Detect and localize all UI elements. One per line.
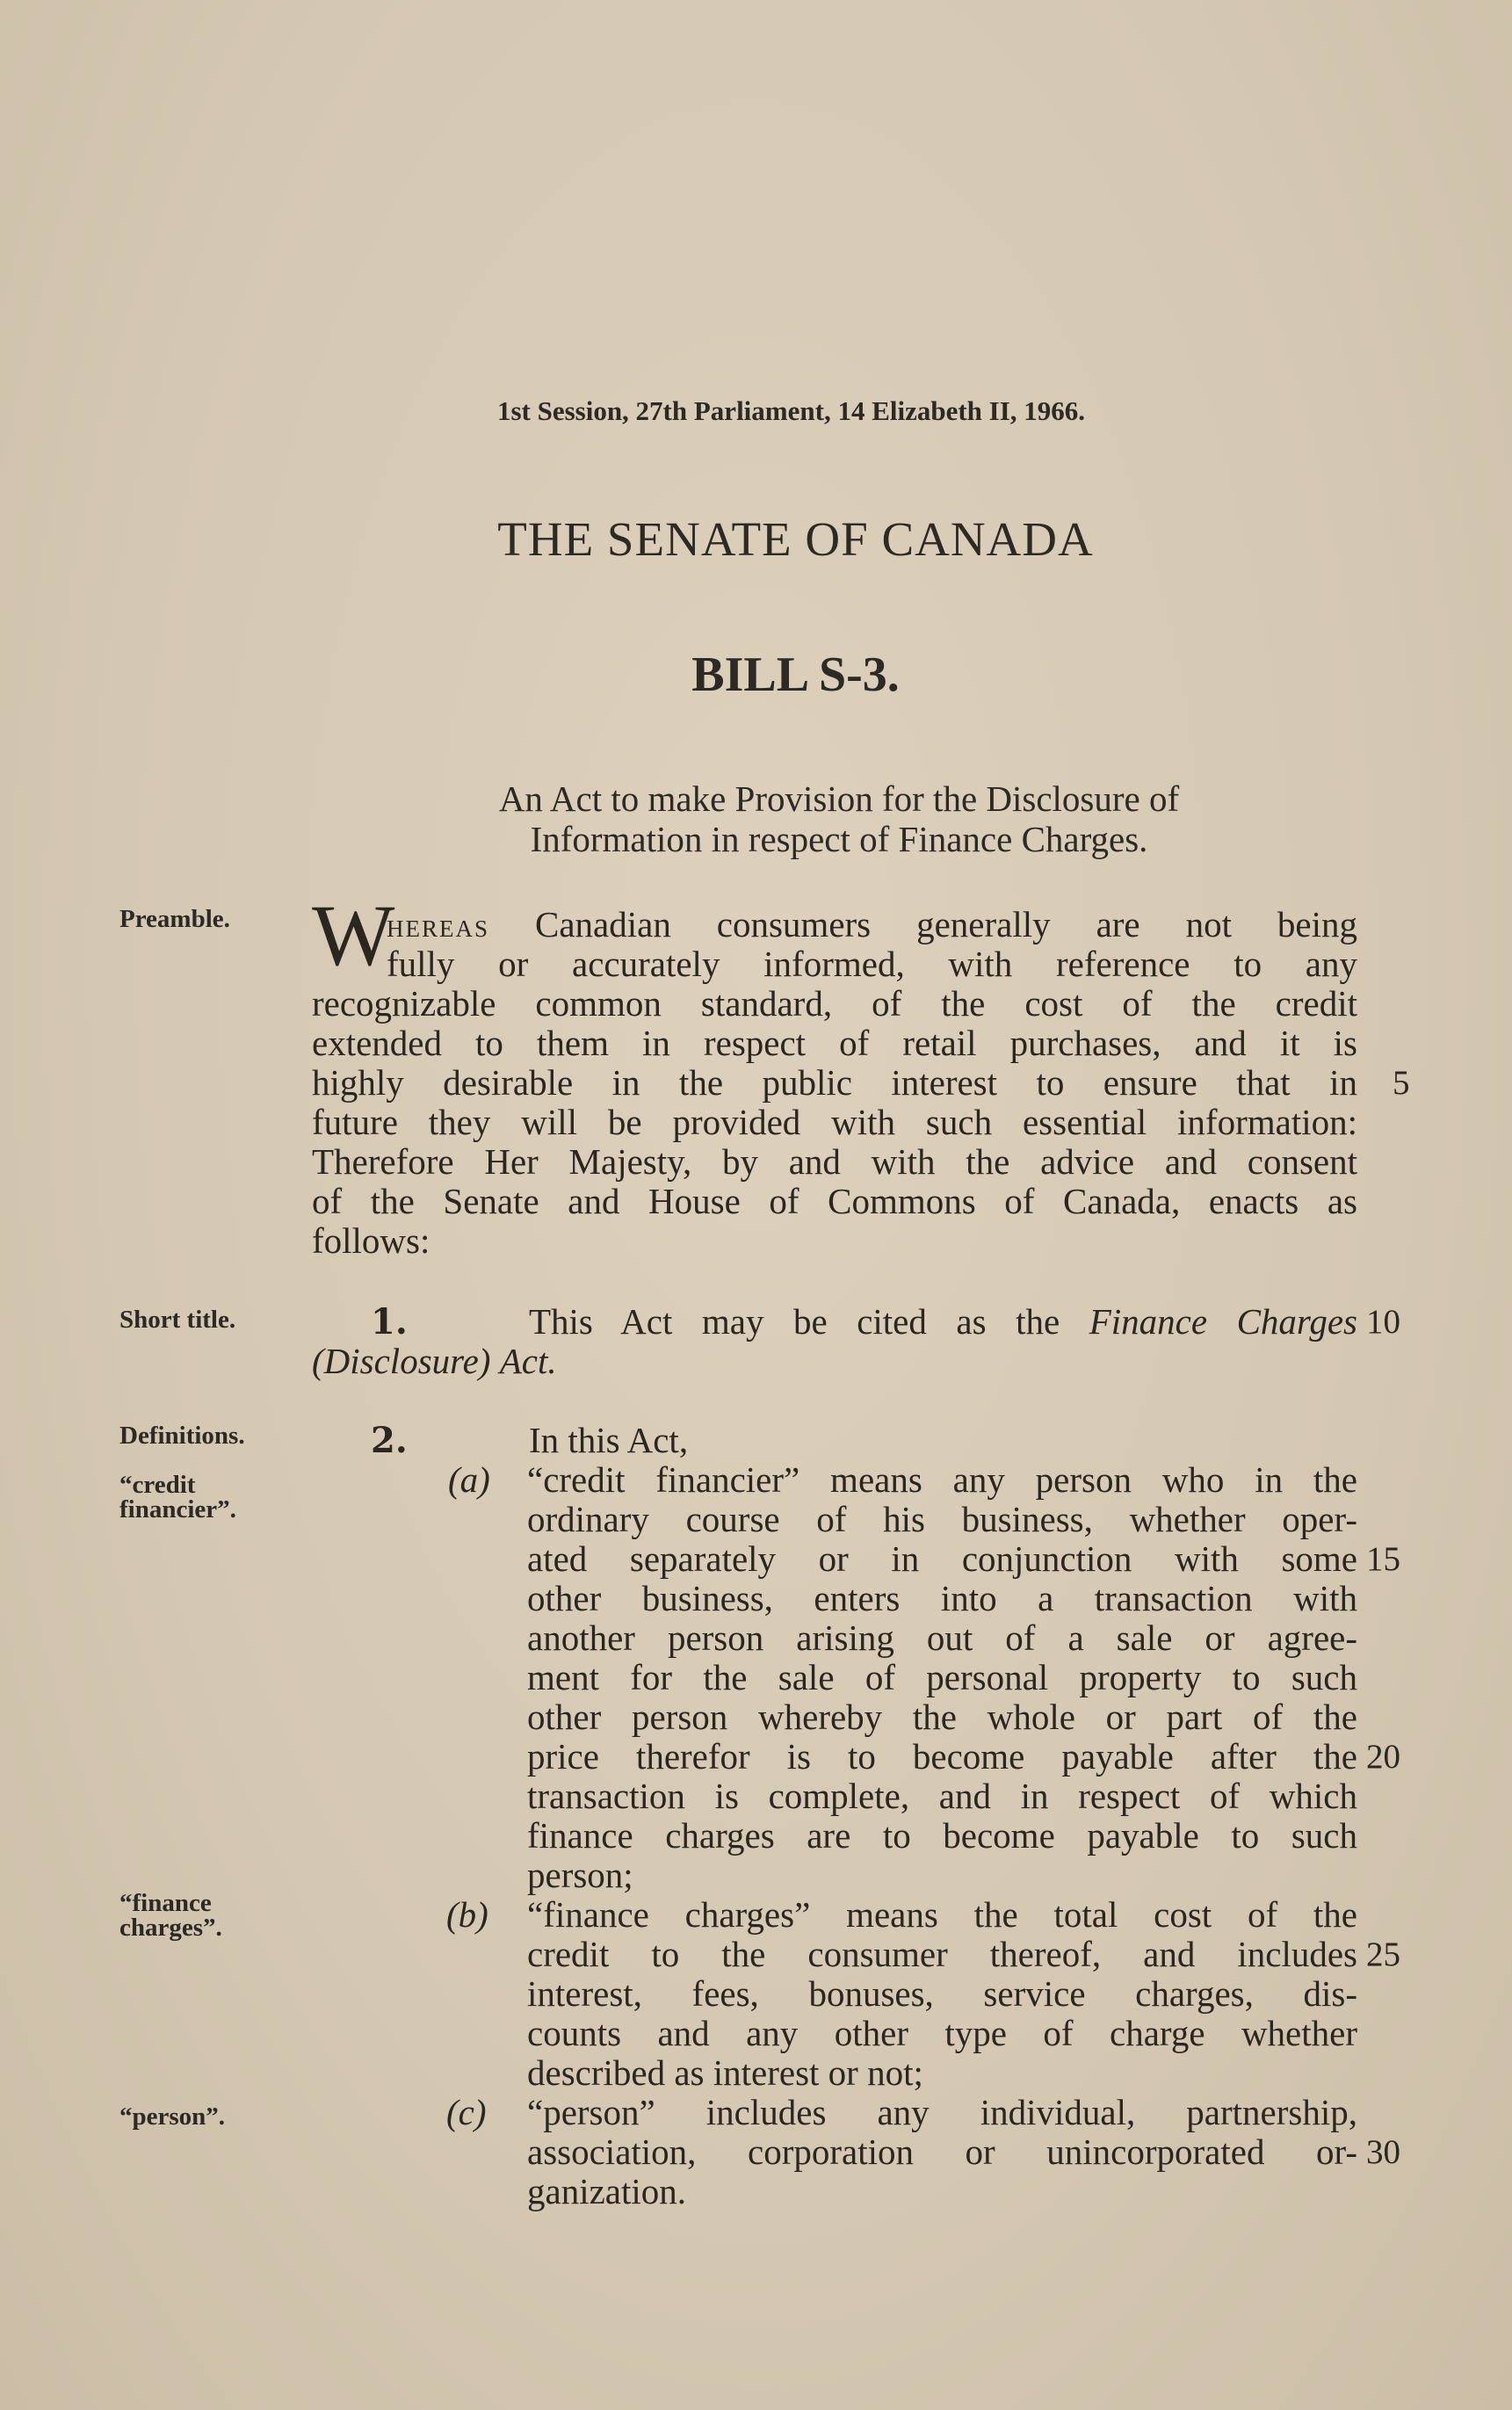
margin-note-person: “person”. [119,2102,226,2131]
margin-note-preamble: Preamble. [119,905,230,933]
act-title [351,778,1327,859]
paragraph-a-line-10: finance charges are to become payable to such [527,1815,1357,1856]
act-title-line-1: An Act to make Provision for the Disclosure of [498,778,1180,819]
paragraph-b-label: (b) [446,1894,488,1935]
preamble-line-5: highly desirable in the public interest to ensure that in [312,1062,1357,1103]
margin-note-credit-financier-line-2: financier”. [119,1495,236,1523]
senate-heading: THE SENATE OF CANADA [497,512,1094,566]
paragraph-b-line-2: credit to the consumer thereof, and includes [527,1934,1357,1974]
act-title-line-2: Information in respect of Finance Charges. [530,819,1148,859]
preamble-line-2: fully or accurately informed, with reference to any [387,944,1357,984]
line-number-25: 25 [1366,1936,1400,1973]
margin-note-short-title: Short title. [119,1306,236,1334]
line-number-20: 20 [1366,1738,1400,1776]
paragraph-a-line-6: ment for the sale of personal property to such [527,1657,1357,1697]
preamble-line-1-text: Canadian consumers generally are not being [534,904,1358,944]
margin-note-definitions: Definitions. [119,1422,245,1450]
preamble-dropcap: W [312,887,395,984]
section-2-intro: In this Act, [529,1420,689,1460]
section-1-act: Act. [499,1341,557,1381]
section-1-line-2 [312,1342,1357,1381]
preamble-line-9: follows: [312,1220,430,1261]
paragraph-a-line-2: ordinary course of his business, whether oper- [527,1499,1357,1539]
paragraph-a-line-9: transaction is complete, and in respect of which [527,1776,1357,1816]
preamble-line-1 [387,905,1357,946]
paragraph-b-line-4: counts and any other type of charge whether [527,2013,1357,2053]
section-1-text: This Act may be cited as the [529,1301,1060,1342]
paragraph-b-line-1: “finance charges” means the total cost of the [527,1894,1357,1935]
paragraph-a-line-7: other person whereby the whole or part of the [527,1697,1357,1737]
paragraph-c-label: (c) [446,2092,487,2132]
section-1-title-italic-2: (Disclosure) [312,1341,491,1381]
preamble-line-8: of the Senate and House of Commons of Canada, enacts as [312,1181,1357,1221]
paragraph-b-line-3: interest, fees, bonuses, service charges, dis- [527,1973,1357,2014]
preamble-line-7: Therefore Her Majesty, by and with the advice and consent [312,1141,1357,1182]
section-1-title-italic: Finance Charges [1089,1301,1358,1342]
section-2-number: 2. [371,1420,408,1461]
section-1-number: 1. [371,1301,408,1343]
preamble-line-3: recognizable common standard, of the cost of the credit [312,983,1357,1024]
line-number-10: 10 [1366,1303,1400,1341]
line-number-15: 15 [1366,1540,1400,1578]
margin-note-credit-financier-line-1: “credit [119,1471,196,1499]
line-number-30: 30 [1366,2133,1400,2171]
paragraph-a-line-1: “credit financier” means any person who in the [527,1459,1357,1500]
session-heading: 1st Session, 27th Parliament, 14 Elizabeth II, 1966. [496,395,1086,426]
margin-note-finance-charges-line-1: “finance [119,1889,212,1917]
paragraph-c-line-2: association, corporation or unincorporated or- [527,2131,1357,2172]
paragraph-a-line-11: person; [527,1855,633,1895]
margin-note-credit-financier [119,1473,236,1522]
paragraph-c-line-1: “person” includes any individual, partnership, [527,2092,1357,2132]
paragraph-a-line-8: price therefor is to become payable after the [527,1736,1357,1777]
paragraph-a-line-3: ated separately or in conjunction with some [527,1538,1357,1579]
margin-note-finance-charges-line-2: charges”. [119,1914,222,1942]
preamble-first-word: hereas [387,908,490,944]
bill-number: BILL S-3. [691,648,900,702]
paragraph-c-line-3: ganization. [527,2171,687,2211]
paragraph-a-line-4: other business, enters into a transaction with [527,1578,1357,1618]
section-1-line-1 [529,1302,1357,1342]
line-number-5: 5 [1393,1064,1410,1102]
preamble-line-6: future they will be provided with such essential information: [312,1102,1357,1142]
margin-note-finance-charges [119,1891,222,1940]
paragraph-a-label: (a) [448,1459,490,1500]
paragraph-b-line-5: described as interest or not; [527,2052,923,2093]
paragraph-a-line-5: another person arising out of a sale or agree- [527,1618,1357,1658]
preamble-line-4: extended to them in respect of retail purchases, and it is [312,1023,1357,1063]
